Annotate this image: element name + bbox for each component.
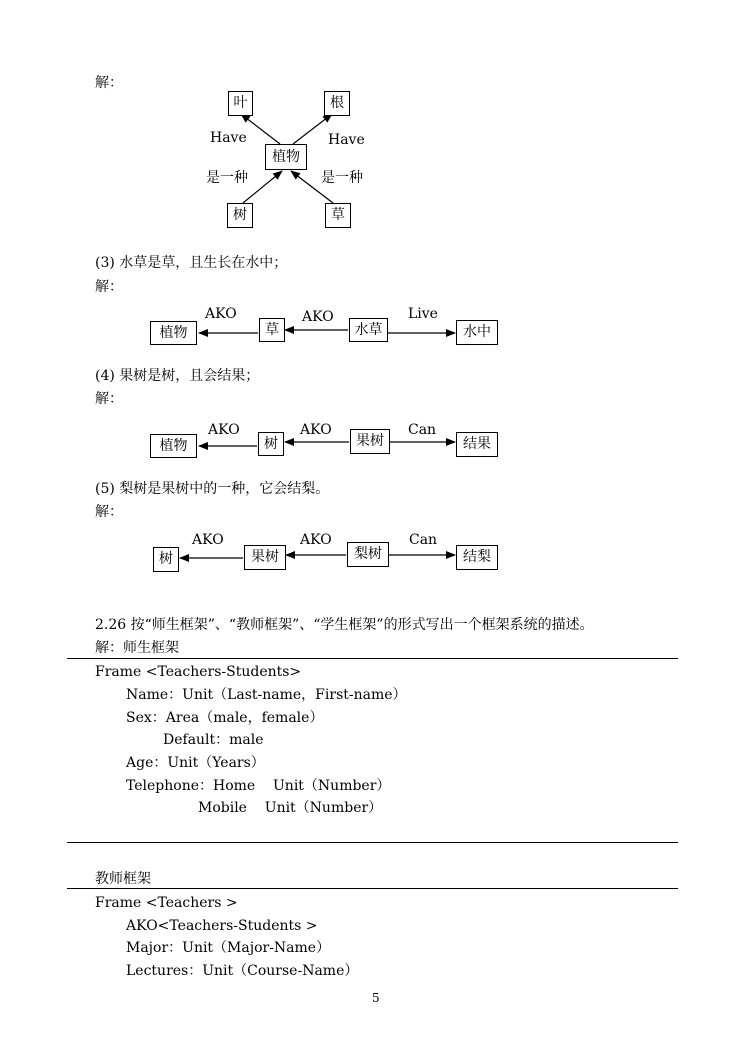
frame2-top-rule [67,888,678,889]
solution-label: 解： [95,279,123,295]
label-d4-can: Can [408,422,437,438]
page-number: 5 [372,991,380,1005]
frame1-sex: Sex：Area（male，female） [126,710,324,726]
question-5: (5) 梨树是果树中的一种，它会结梨。 [95,481,330,497]
label-have-right: Have [328,132,365,148]
label-d4-ako1: AKO [208,422,240,438]
frame1-name: Name：Unit（Last-name，First-name） [126,687,407,703]
teacher-frame-heading: 教师框架 [95,871,151,887]
node-d3-2: 草 [259,318,285,342]
frame1-mobile: Mobile Unit（Number） [198,800,383,816]
node-d4-4: 结果 [456,432,498,457]
arrow-have-ye [241,114,280,144]
frame2-title: Frame <Teachers > [95,895,238,911]
node-d3-1: 植物 [150,321,197,345]
node-d5-4: 结梨 [456,545,498,570]
solution-label: 解： [95,75,123,91]
node-d5-2: 果树 [244,545,286,570]
label-d3-ako1: AKO [205,306,237,322]
frame1-age: Age：Unit（Years） [126,755,265,771]
node-d3-3: 水草 [349,318,388,342]
frame1-top-rule [67,658,678,659]
node-gen: 根 [324,91,350,116]
frame1-bottom-rule [67,842,678,843]
frame1-telephone: Telephone：Home Unit（Number） [126,778,391,794]
label-d3-live: Live [408,306,438,322]
node-ye: 叶 [228,91,253,116]
arrow-have-gen [293,114,332,144]
label-d4-ako2: AKO [300,422,332,438]
node-shu: 树 [227,203,253,228]
frame1-default: Default：male [163,732,264,748]
frame2-lectures: Lectures：Unit（Course-Name） [126,963,359,979]
solution-label: 解： [95,391,123,407]
label-isa-right: 是一种 [321,170,363,186]
node-d3-4: 水中 [456,320,498,345]
label-have-left: Have [210,130,247,146]
node-d5-3: 梨树 [347,542,389,567]
solution-teacher-student-heading: 解：师生框架 [95,640,179,656]
node-d4-2: 树 [258,432,284,456]
node-d4-3: 果树 [350,429,390,454]
frame2-ako: AKO<Teachers-Students > [126,918,318,934]
question-2-26: 2.26 按“师生框架”、“教师框架”、“学生框架”的形式写出一个框架系统的描述。 [95,617,594,633]
frame2-major: Major：Unit（Major-Name） [126,940,331,956]
question-4: (4) 果树是树，且会结果； [95,368,260,384]
label-isa-left: 是一种 [206,170,248,186]
node-d5-1: 树 [153,547,179,572]
node-d4-1: 植物 [150,434,197,458]
label-d5-ako1: AKO [192,532,224,548]
question-3: (3) 水草是草，且生长在水中； [95,255,288,271]
node-zhiwu: 植物 [265,144,307,170]
frame1-title: Frame <Teachers-Students> [95,664,302,680]
arrow-isa-shu [243,171,282,203]
node-cao: 草 [325,203,351,228]
label-d5-can: Can [409,532,438,548]
solution-label: 解： [95,504,123,520]
label-d5-ako2: AKO [300,532,332,548]
label-d3-ako2: AKO [302,309,334,325]
